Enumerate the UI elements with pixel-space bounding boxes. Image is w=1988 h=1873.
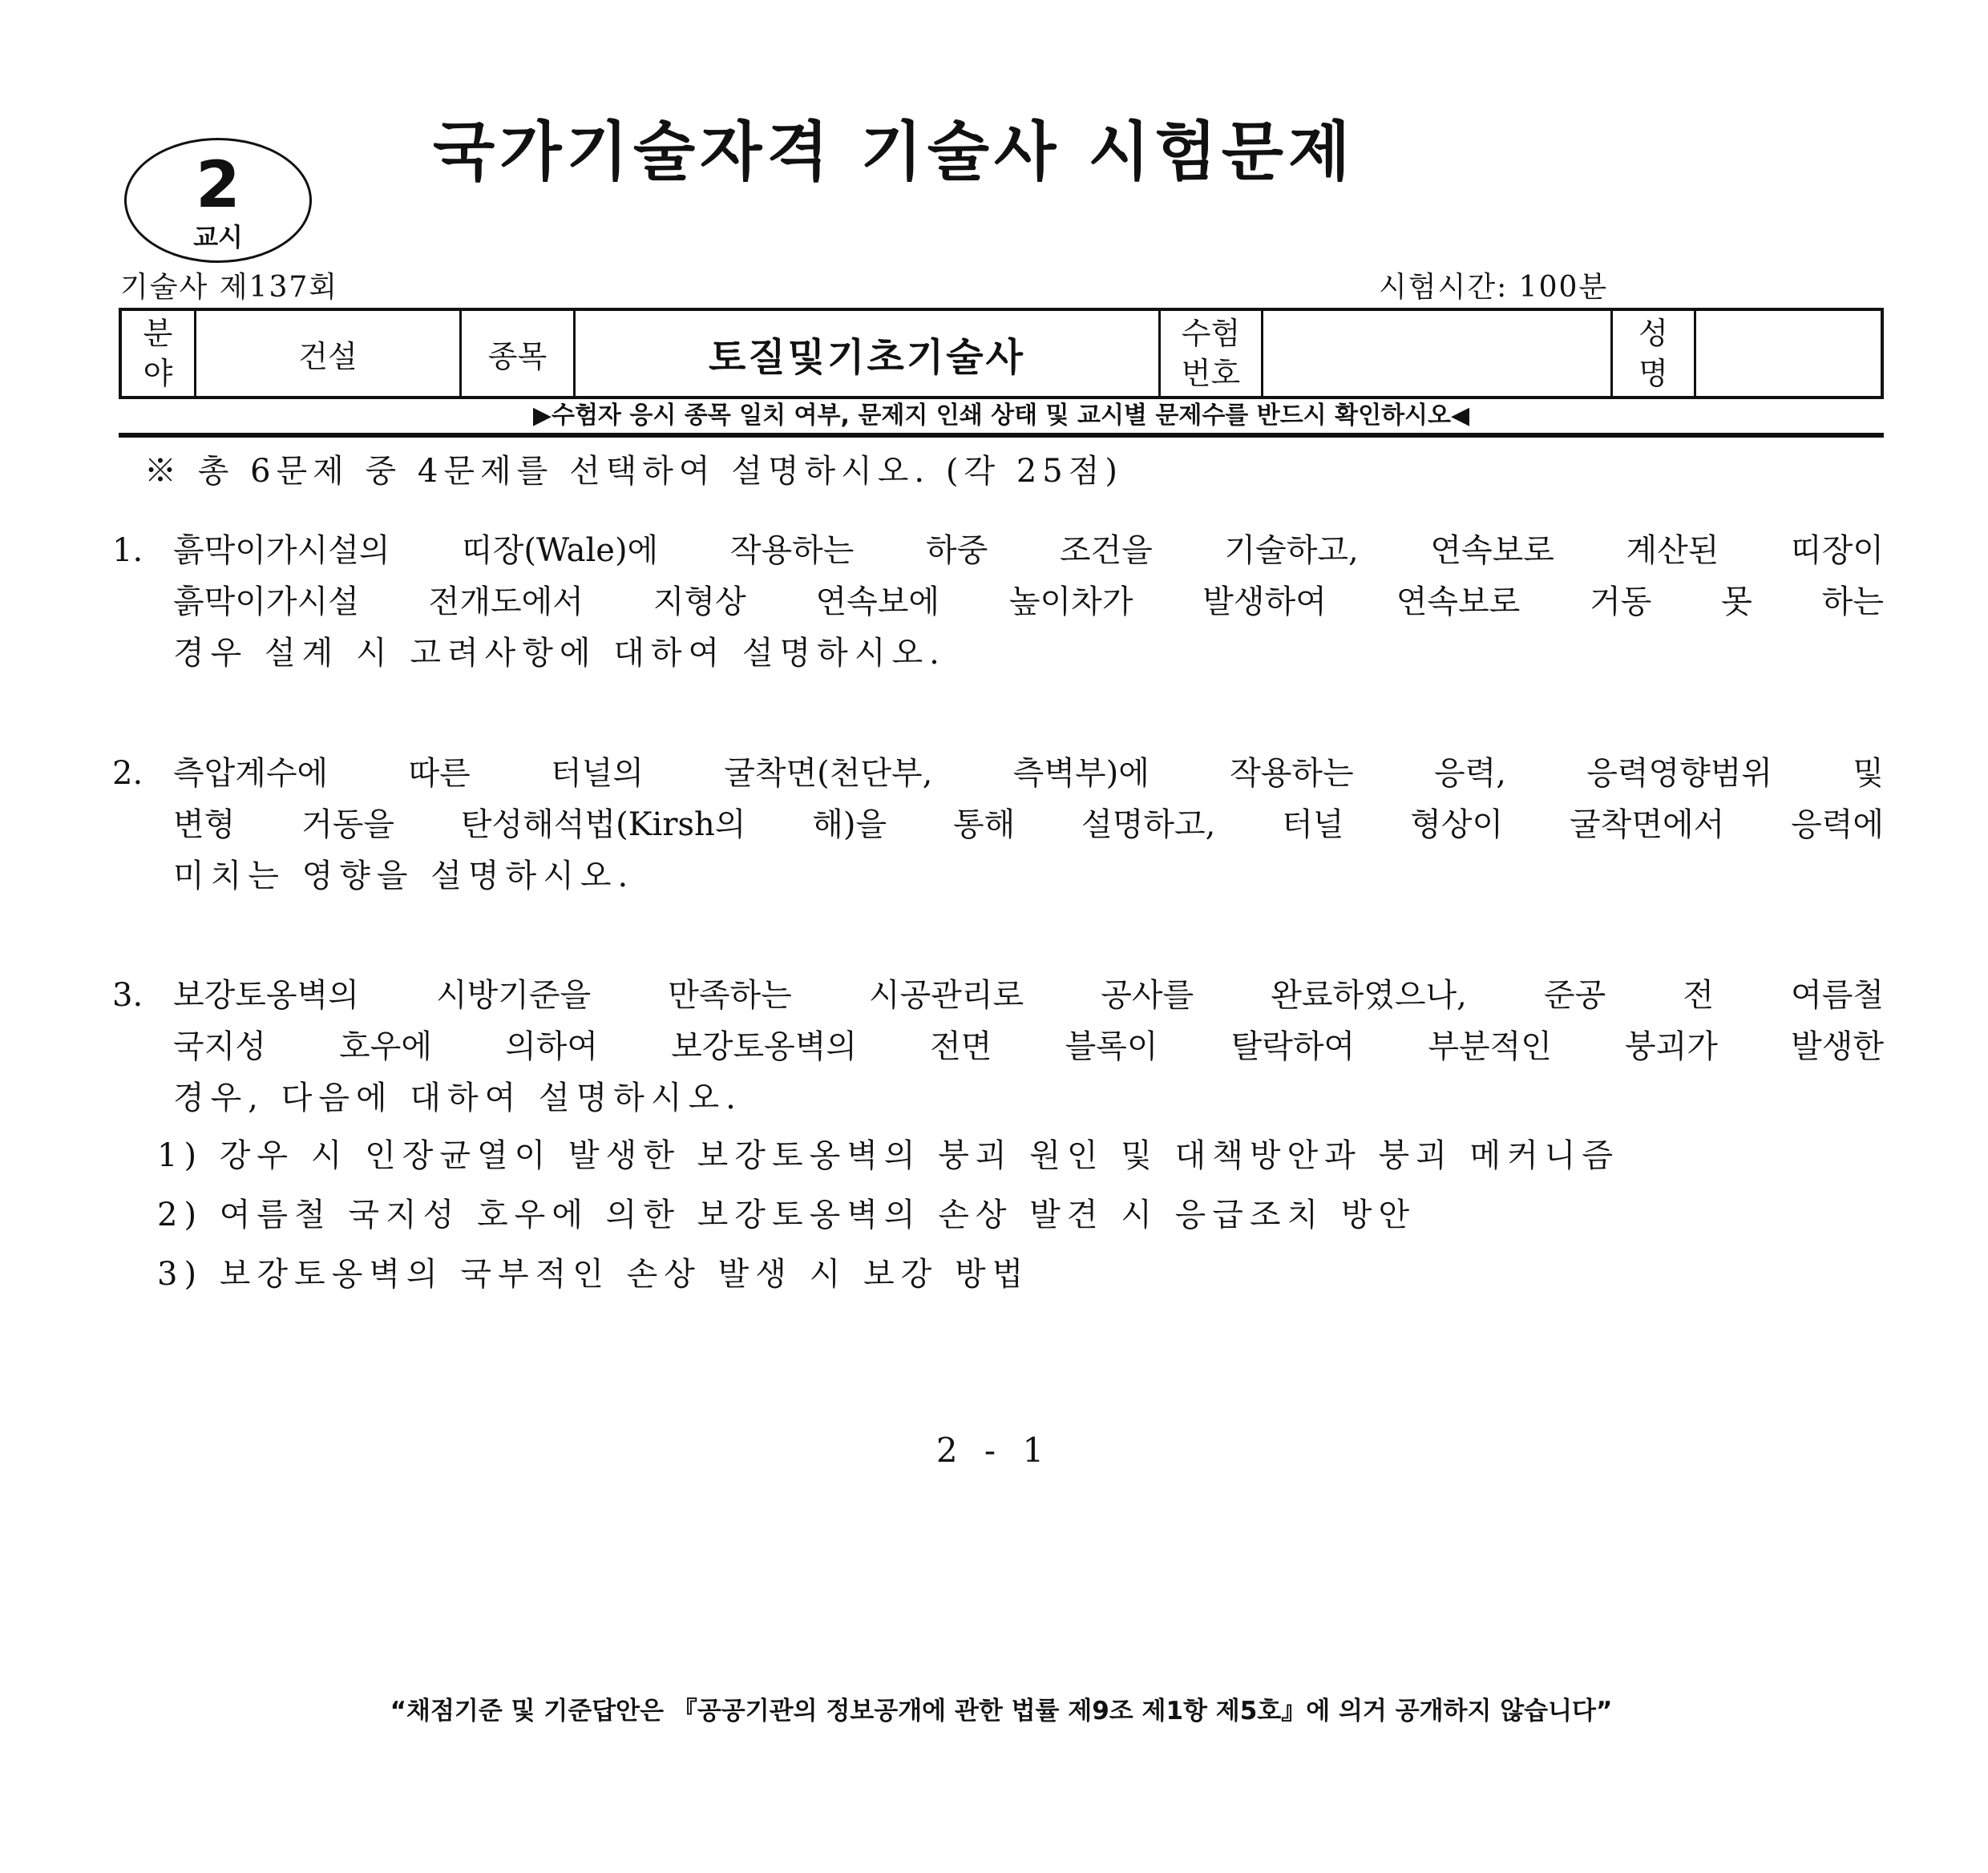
question-line: 흙막이가시설의 띠장(Wale)에 작용하는 하중 조건을 기술하고, 연속보로 계산된 띠장이 bbox=[173, 532, 1884, 569]
question-1 bbox=[112, 525, 1884, 679]
divider bbox=[119, 433, 1884, 438]
question-line: 보강토옹벽의 시방기준을 만족하는 시공관리로 공사를 완료하였으나, 준공 전 여름철 bbox=[173, 977, 1884, 1014]
check-notice: ▶수험자 응시 종목 일치 여부, 문제지 인쇄 상태 및 교시별 문제수를 반드시 확인하시오◀ bbox=[532, 402, 1470, 430]
field-label-top: 분 bbox=[143, 316, 173, 351]
exam-round: 기술사 제137회 bbox=[120, 271, 339, 304]
session-badge bbox=[124, 138, 312, 263]
question-3 bbox=[112, 970, 1884, 1124]
question-number: 1. bbox=[112, 532, 143, 569]
field-label-cell bbox=[122, 311, 196, 396]
page-title: 국가기술자격 기술사 시험문제 bbox=[433, 115, 1356, 189]
question-line: 경우 설계 시 고려사항에 대하여 설명하시오. bbox=[173, 635, 946, 672]
session-number: 2 bbox=[196, 147, 240, 222]
question-line: 경우, 다음에 대하여 설명하시오. bbox=[173, 1080, 742, 1116]
category-label-cell bbox=[462, 311, 576, 396]
category-value-cell bbox=[576, 311, 1161, 396]
sub-item-3: 3) 보강토옹벽의 국부적인 손상 발생 시 보강 방법 bbox=[157, 1256, 1030, 1293]
category-label: 종목 bbox=[487, 338, 548, 374]
exam-number-label-cell bbox=[1161, 311, 1263, 396]
page-number: 2 - 1 bbox=[935, 1431, 1053, 1470]
field-value: 건설 bbox=[298, 338, 358, 374]
name-label-bottom: 명 bbox=[1638, 356, 1668, 391]
question-line: 국지성 호우에 의하여 보강토옹벽의 전면 블록이 탈락하여 부분적인 붕괴가 발생한 bbox=[173, 1028, 1884, 1065]
name-field[interactable] bbox=[1696, 311, 1881, 396]
sub-item-1: 1) 강우 시 인장균열이 발생한 보강토옹벽의 붕괴 원인 및 대책방안과 붕괴 메커니즘 bbox=[157, 1137, 1620, 1174]
question-line: 흙막이가시설 전개도에서 지형상 연속보에 높이차가 발생하여 연속보로 거동 못 하는 bbox=[173, 583, 1884, 620]
name-label-cell bbox=[1613, 311, 1696, 396]
name-label-top: 성 bbox=[1638, 316, 1668, 351]
exam-number-label-top: 수험 bbox=[1181, 316, 1241, 351]
question-2 bbox=[112, 748, 1884, 902]
question-line: 미치는 영향을 설명하시오. bbox=[173, 858, 635, 894]
question-line: 변형 거동을 탄성해석법(Kirsh의 해)을 통해 설명하고, 터널 형상이 굴착면에서 응력에 bbox=[173, 806, 1884, 843]
footer-note: “채점기준 및 기준답안은 『공공기관의 정보공개에 관한 법률 제9조 제1항 제5호』에 의거 공개하지 않습니다” bbox=[390, 1697, 1613, 1726]
exam-number-label-bottom: 번호 bbox=[1181, 356, 1241, 391]
category-value: 토질및기초기술사 bbox=[709, 334, 1025, 380]
field-value-cell bbox=[196, 311, 462, 396]
question-line: 측압계수에 따른 터널의 굴착면(천단부, 측벽부)에 작용하는 응력, 응력영향범위 및 bbox=[173, 755, 1884, 792]
exam-time: 시험시간: 100분 bbox=[1379, 271, 1609, 304]
sub-item-2: 2) 여름철 국지성 호우에 의한 보강토옹벽의 손상 발견 시 응급조치 방안 bbox=[157, 1197, 1416, 1233]
question-number: 3. bbox=[112, 977, 143, 1014]
question-number: 2. bbox=[112, 755, 143, 792]
field-label-bottom: 야 bbox=[143, 356, 173, 391]
instruction: ※ 총 6문제 중 4문제를 선택하여 설명하시오. (각 25점) bbox=[144, 453, 1123, 490]
exam-number-field[interactable] bbox=[1263, 311, 1613, 396]
exam-info-table bbox=[119, 308, 1884, 399]
session-label: 교시 bbox=[193, 222, 243, 252]
